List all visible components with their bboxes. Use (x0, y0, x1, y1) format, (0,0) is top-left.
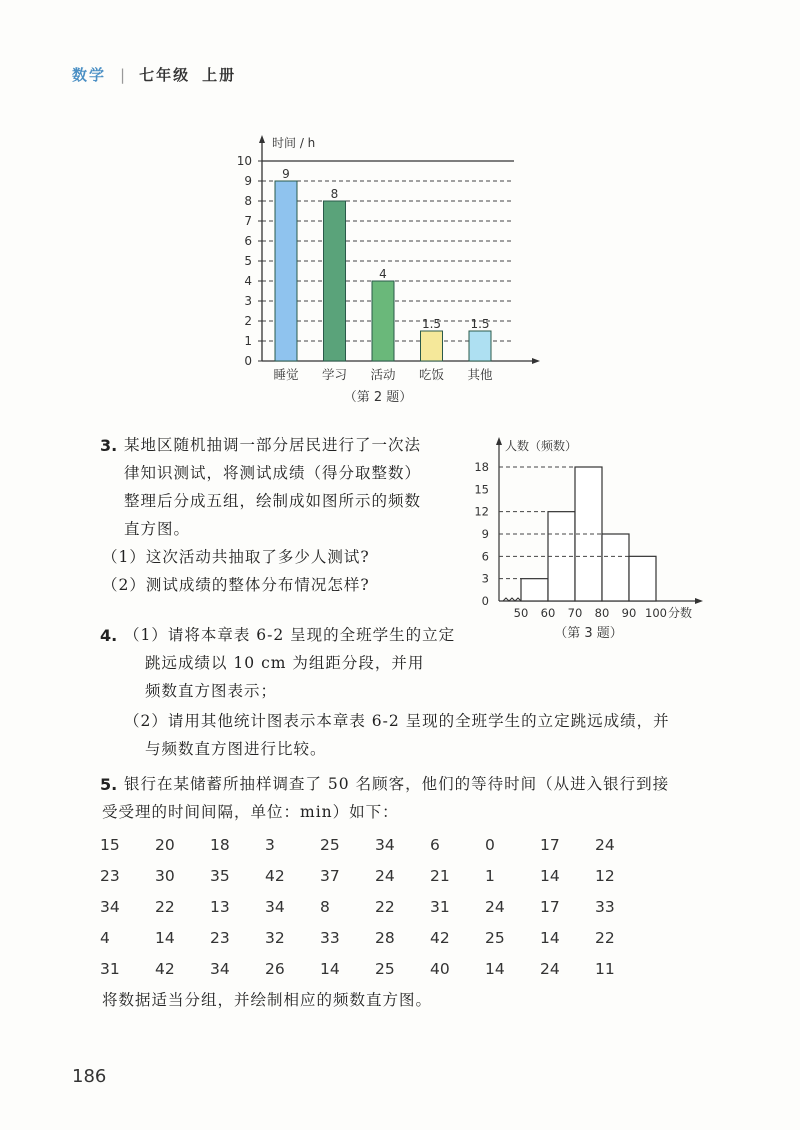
histogram-bar (602, 534, 629, 601)
bar (372, 281, 394, 361)
y-tick-label: 5 (244, 254, 252, 268)
table-cell: 22 (375, 897, 395, 916)
table-cell: 40 (430, 959, 450, 978)
q4-sub1-line: 频数直方图表示； (145, 682, 278, 700)
page-number: 186 (72, 1066, 107, 1087)
chart-caption: （第 2 题） (343, 390, 413, 405)
histogram-bar (521, 579, 548, 601)
x-category-label: 其他 (467, 367, 493, 382)
table-cell: 30 (155, 866, 175, 885)
x-axis-arrow (532, 358, 540, 364)
x-tick-label: 50 (513, 606, 529, 620)
bar (469, 331, 491, 361)
table-cell: 14 (485, 959, 505, 978)
table-cell: 13 (210, 897, 230, 916)
q3-line: 律知识测试，将测试成绩（得分取整数） (124, 464, 422, 482)
bar (275, 181, 297, 361)
q3-number: 3. (100, 436, 118, 455)
x-category-label: 活动 (370, 367, 396, 382)
x-tick-label: 60 (540, 606, 556, 620)
header-subject: 数学 (72, 66, 107, 84)
histogram-scores (465, 432, 705, 641)
y-tick-label: 9 (481, 527, 489, 541)
y-tick-label: 2 (244, 314, 252, 328)
x-category-label: 吃饭 (418, 367, 445, 382)
y-tick-label: 4 (244, 274, 252, 288)
table-cell: 14 (540, 866, 560, 885)
y-tick-label: 7 (244, 214, 252, 228)
header-volume: 上册 (202, 66, 237, 84)
table-cell: 33 (595, 897, 615, 916)
table-cell: 24 (485, 897, 505, 916)
q3-sub1: （1）这次活动共抽取了多少人测试? (102, 548, 370, 566)
y-tick-label: 0 (244, 354, 252, 368)
table-cell: 18 (210, 835, 230, 854)
bar-value-label: 1.5 (421, 317, 442, 331)
table-cell: 34 (265, 897, 285, 916)
histogram-bar (629, 556, 656, 601)
table-cell: 22 (595, 928, 615, 947)
table-cell: 14 (155, 928, 175, 947)
table-cell: 17 (540, 897, 560, 916)
table-cell: 33 (320, 928, 340, 947)
x-tick-label: 70 (567, 606, 583, 620)
bar-value-label: 8 (330, 187, 339, 201)
x-tick-label: 80 (594, 606, 610, 620)
table-cell: 32 (265, 928, 285, 947)
x-axis-arrow (695, 598, 703, 604)
q3-line: 整理后分成五组，绘制成如图所示的频数 (124, 492, 422, 510)
x-tick-label: 90 (621, 606, 637, 620)
y-tick-label: 3 (244, 294, 252, 308)
table-cell: 23 (100, 866, 120, 885)
table-row (100, 891, 650, 922)
q5-closing: 将数据适当分组，并绘制相应的频数直方图。 (102, 991, 433, 1009)
table-cell: 14 (320, 959, 340, 978)
table-cell: 8 (320, 897, 330, 916)
bar-value-label: 9 (282, 167, 290, 181)
q3-sub2: （2）测试成绩的整体分布情况怎样? (102, 576, 370, 594)
y-tick-label: 10 (236, 154, 252, 168)
table-row (100, 922, 650, 953)
y-axis-arrow (259, 135, 265, 143)
question-3 (102, 431, 464, 599)
table-cell: 24 (595, 835, 615, 854)
header-grade: 七年级 (139, 66, 191, 84)
table-row (100, 860, 650, 891)
y-tick-label: 0 (481, 594, 489, 608)
x-tick-label: 100 (645, 606, 667, 620)
header-separator: | (120, 66, 126, 84)
table-cell: 34 (375, 835, 395, 854)
table-cell: 1 (485, 866, 495, 885)
y-axis-arrow (496, 437, 502, 445)
q4-sub2-line: 与频数直方图进行比较。 (145, 740, 327, 758)
y-axis-title: 人数（频数） (505, 439, 578, 453)
q5-line: 银行在某储蓄所抽样调查了 50 名顾客，他们的等待时间（从进入银行到接 (124, 775, 670, 793)
y-tick-label: 1 (244, 334, 252, 348)
y-tick-label: 8 (244, 194, 252, 208)
table-cell: 11 (595, 959, 615, 978)
page-header (72, 64, 236, 85)
q4-sub2-line: （2）请用其他统计图表示本章表 6-2 呈现的全班学生的立定跳远成绩，并 (124, 712, 670, 730)
table-cell: 3 (265, 835, 275, 854)
y-tick-label: 18 (474, 460, 489, 474)
table-cell: 23 (210, 928, 230, 947)
q3-line: 直方图。 (124, 520, 191, 538)
bar-value-label: 4 (379, 267, 387, 281)
table-cell: 35 (210, 866, 230, 885)
y-tick-label: 9 (244, 174, 252, 188)
y-tick-label: 12 (474, 504, 489, 519)
table-cell: 34 (210, 959, 230, 978)
q4-sub1-line: 跳远成绩以 10 cm 为组距分段，并用 (145, 654, 425, 672)
table-cell: 17 (540, 835, 560, 854)
table-cell: 24 (540, 959, 560, 978)
table-cell: 34 (100, 897, 120, 916)
table-cell: 31 (430, 897, 450, 916)
question-5 (102, 770, 724, 826)
table-cell: 21 (430, 866, 450, 885)
table-cell: 6 (430, 835, 440, 854)
table-cell: 22 (155, 897, 175, 916)
bar (421, 331, 443, 361)
y-tick-label: 3 (481, 571, 489, 586)
waiting-time-table (100, 829, 650, 984)
q5-line: 受受理的时间间隔，单位：min）如下： (102, 803, 399, 821)
y-tick-label: 15 (474, 482, 489, 497)
table-cell: 42 (155, 959, 175, 978)
q5-number: 5. (100, 775, 118, 794)
table-cell: 42 (265, 866, 285, 885)
q4-sub1-line: （1）请将本章表 6-2 呈现的全班学生的立定 (124, 626, 456, 644)
table-cell: 25 (375, 959, 395, 978)
question-4 (124, 621, 724, 763)
x-axis-title: 分数 (668, 606, 693, 620)
table-row (100, 953, 650, 984)
table-cell: 31 (100, 959, 120, 978)
x-category-label: 睡觉 (273, 367, 299, 382)
table-cell: 0 (485, 835, 495, 854)
table-cell: 28 (375, 928, 395, 947)
table-row (100, 829, 650, 860)
chart-caption: （第 3 题） (554, 626, 623, 641)
x-category-label: 学习 (321, 367, 348, 382)
y-axis-title: 时间 / h (272, 136, 316, 150)
bar-value-label: 1.5 (470, 317, 490, 331)
q3-line: 某地区随机抽调一部分居民进行了一次法 (124, 436, 422, 454)
table-cell: 4 (100, 928, 110, 947)
y-tick-label: 6 (481, 549, 489, 564)
table-cell: 24 (375, 866, 395, 885)
table-cell: 37 (320, 866, 340, 885)
table-cell: 12 (595, 866, 615, 885)
table-cell: 25 (485, 928, 505, 947)
table-cell: 25 (320, 835, 340, 854)
table-cell: 42 (430, 928, 450, 947)
bar-chart-time (225, 130, 545, 410)
table-cell: 20 (155, 835, 175, 854)
table-cell: 15 (100, 835, 120, 854)
bar (324, 201, 346, 361)
y-tick-label: 6 (244, 234, 252, 248)
table-cell: 14 (540, 928, 560, 947)
q4-number: 4. (100, 626, 118, 645)
table-cell: 26 (265, 959, 285, 978)
